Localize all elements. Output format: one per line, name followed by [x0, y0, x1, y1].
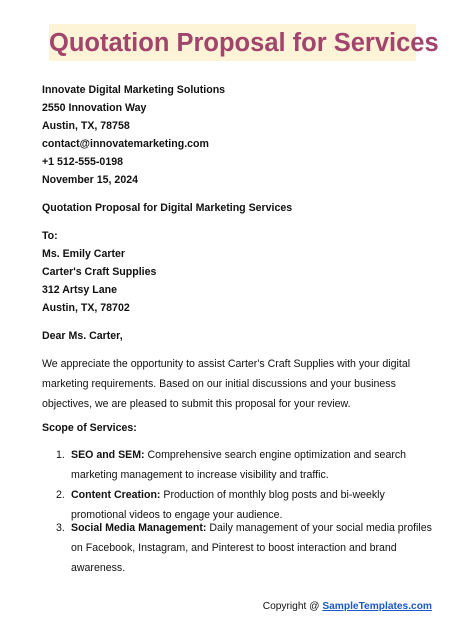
recipient-company: Carter's Craft Supplies [42, 266, 157, 278]
intro-paragraph: We appreciate the opportunity to assist Carter's Craft Supplies with your digital marketing requirements. Based on our initial discussions and your business objectives, we are pleased to submit this proposal for your review. [42, 358, 411, 410]
subject-line: Quotation Proposal for Digital Marketing Services [42, 202, 293, 214]
sender-city: Austin, TX, 78758 [42, 120, 130, 132]
sender-street: 2550 Innovation Way [42, 102, 147, 114]
title-highlight [49, 24, 439, 61]
service-desc: Production of monthly blog posts and bi-weekly promotional videos to engage your audience. [71, 489, 385, 521]
sender-email: contact@innovatemarketing.com [42, 138, 209, 150]
salutation: Dear Ms. Carter, [42, 330, 123, 342]
list-number: 3. [56, 522, 65, 534]
service-desc: Comprehensive search engine optimization and search marketing management to increase visibility and traffic. [71, 449, 407, 481]
service-name: Content Creation: [71, 489, 161, 501]
sender-phone: +1 512-555-0198 [42, 156, 123, 168]
service-name: SEO and SEM: [71, 449, 145, 461]
service-desc: Daily management of your social media profiles on Facebook, Instagram, and Pinterest to boost interaction and brand awareness. [71, 522, 432, 574]
service-name: Social Media Management: [71, 522, 207, 534]
page-title: Quotation Proposal for Services [49, 29, 439, 57]
list-item [71, 518, 441, 578]
recipient-street: 312 Artsy Lane [42, 284, 117, 296]
to-label: To: [42, 230, 58, 242]
sampletemplates-link[interactable]: SampleTemplates.com [322, 601, 432, 612]
list-number: 1. [56, 449, 65, 461]
list-item [71, 445, 441, 485]
recipient-city: Austin, TX, 78702 [42, 302, 130, 314]
footer-copyright [263, 601, 432, 612]
recipient-name: Ms. Emily Carter [42, 248, 126, 260]
list-number: 2. [56, 489, 65, 501]
scope-heading: Scope of Services: [42, 422, 137, 434]
sender-company: Innovate Digital Marketing Solutions [42, 84, 226, 96]
letter-date: November 15, 2024 [42, 174, 138, 186]
copyright-text: Copyright @ [262, 601, 320, 612]
